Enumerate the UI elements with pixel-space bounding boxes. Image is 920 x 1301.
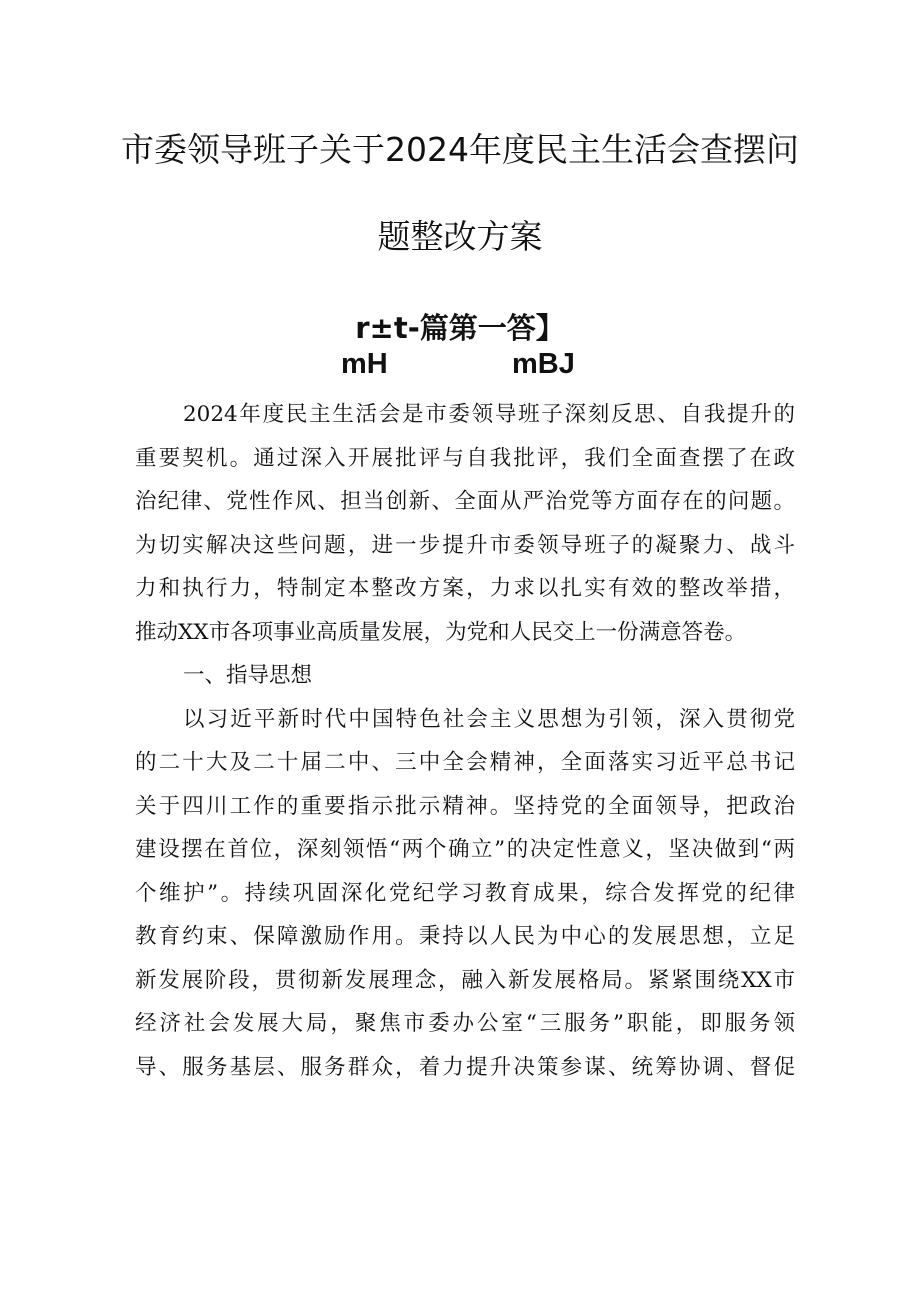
intro-line: 为切实解决这些问题，进一步提升市委领导班子的凝聚力、战斗 xyxy=(135,532,795,558)
section-1-line: 导、服务基层、服务群众，着力提升决策参谋、统筹协调、督促 xyxy=(135,1054,795,1080)
section-1-line: 建设摆在首位，深刻领悟“两个确立”的决定性意义，坚决做到“两 xyxy=(135,837,795,862)
intro-line: 力和执行力，特制定本整改方案，力求以扎实有效的整改举措， xyxy=(135,576,795,601)
intro-line: 推动XX市各项事业高质量发展，为党和人民交上一份满意答卷。 xyxy=(135,619,747,645)
section-1-heading: 一、指导思想 xyxy=(183,663,313,688)
intro-line: 治纪律、党性作风、担当创新、全面从严治党等方面存在的问题。 xyxy=(135,489,795,514)
section-1-paragraph xyxy=(135,698,795,1090)
document-title-line-1: 市委领导班子关于2024年度民主生活会查摆问 xyxy=(121,130,799,169)
intro-line: 重要契机。通过深入开展批评与自我批评，我们全面查摆了在政 xyxy=(135,445,795,471)
subheading-line-1: r±t-篇第一答】 xyxy=(355,311,565,345)
section-1-line: 以习近平新时代中国特色社会主义思想为引领，深入贯彻党 xyxy=(183,706,795,732)
document-body xyxy=(135,393,795,1089)
document-title-line-2: 题整改方案 xyxy=(377,217,543,256)
subheading-line-2-right: mBJ xyxy=(512,348,575,380)
intro-line: 2024年度民主生活会是市委领导班子深刻反思、自我提升的 xyxy=(183,402,795,427)
intro-paragraph xyxy=(135,393,795,654)
section-1-line: 经济社会发展大局，聚焦市委办公室“三服务”职能，即服务领 xyxy=(135,1011,795,1036)
section-1-line: 关于四川工作的重要指示批示精神。坚持党的全面领导，把政治 xyxy=(135,793,795,819)
section-1-line: 的二十大及二十届二中、三中全会精神，全面落实习近平总书记 xyxy=(135,750,795,775)
section-1-line: 个维护”。持续巩固深化党纪学习教育成果，综合发挥党的纪律 xyxy=(135,880,795,906)
section-1-line: 新发展阶段，贯彻新发展理念，融入新发展格局。紧紧围绕XX市 xyxy=(135,967,795,993)
section-1-line: 教育约束、保障激励作用。秉持以人民为中心的发展思想，立足 xyxy=(135,924,795,949)
subheading-line-2-left: mH xyxy=(341,348,388,380)
